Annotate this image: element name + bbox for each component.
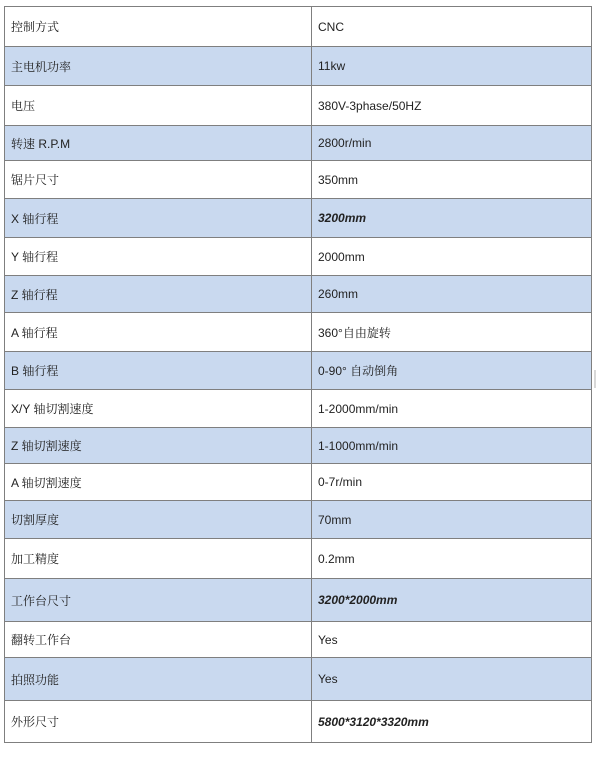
spec-value-cell: 11kw [312, 47, 592, 86]
spec-label-cell: 加工精度 [5, 539, 312, 579]
spec-value-cell: Yes [312, 658, 592, 701]
table-row [5, 622, 592, 658]
spec-value-cell: 360°自由旋转 [312, 313, 592, 352]
spec-label-cell: 工作台尺寸 [5, 579, 312, 622]
spec-value-cell: 2800r/min [312, 126, 592, 161]
table-row [5, 658, 592, 701]
spec-value-cell: 0-90° 自动倒角 [312, 352, 592, 390]
spec-label-cell: 切割厚度 [5, 501, 312, 539]
table-row [5, 539, 592, 579]
table-row [5, 464, 592, 501]
table-row [5, 7, 592, 47]
spec-label-cell: B 轴行程 [5, 352, 312, 390]
spec-value-cell: 5800*3120*3320mm [312, 701, 592, 743]
spec-label-cell: X/Y 轴切割速度 [5, 390, 312, 428]
spec-label-cell: A 轴行程 [5, 313, 312, 352]
spec-value-cell: Yes [312, 622, 592, 658]
table-row [5, 276, 592, 313]
table-row [5, 313, 592, 352]
table-row [5, 701, 592, 743]
spec-value-cell: 3200mm [312, 199, 592, 238]
spec-label-cell: 锯片尺寸 [5, 161, 312, 199]
table-row [5, 352, 592, 390]
table-row [5, 428, 592, 464]
spec-table [4, 6, 592, 743]
spec-label-cell: 转速 R.P.M [5, 126, 312, 161]
spec-value-cell: 260mm [312, 276, 592, 313]
spec-label-cell: 外形尺寸 [5, 701, 312, 743]
spec-label-cell: Z 轴切割速度 [5, 428, 312, 464]
table-row [5, 126, 592, 161]
table-row [5, 501, 592, 539]
spec-label-cell: X 轴行程 [5, 199, 312, 238]
spec-value-cell: 380V-3phase/50HZ [312, 86, 592, 126]
spec-label-cell: Z 轴行程 [5, 276, 312, 313]
spec-value-cell: CNC [312, 7, 592, 47]
spec-label-cell: 主电机功率 [5, 47, 312, 86]
spec-value-cell: 0-7r/min [312, 464, 592, 501]
spec-label-cell: 拍照功能 [5, 658, 312, 701]
spec-label-cell: 电压 [5, 86, 312, 126]
spec-value-cell: 2000mm [312, 238, 592, 276]
spec-label-cell: Y 轴行程 [5, 238, 312, 276]
spec-label-cell: 控制方式 [5, 7, 312, 47]
spec-value-cell: 350mm [312, 161, 592, 199]
spec-label-cell: 翻转工作台 [5, 622, 312, 658]
table-row [5, 86, 592, 126]
table-row [5, 579, 592, 622]
spec-table-body [5, 7, 592, 743]
table-row [5, 238, 592, 276]
spec-label-cell: A 轴切割速度 [5, 464, 312, 501]
scroll-edge-mark [594, 370, 596, 388]
table-row [5, 199, 592, 238]
spec-value-cell: 70mm [312, 501, 592, 539]
spec-value-cell: 0.2mm [312, 539, 592, 579]
table-row [5, 390, 592, 428]
spec-value-cell: 1-2000mm/min [312, 390, 592, 428]
table-row [5, 47, 592, 86]
spec-value-cell: 1-1000mm/min [312, 428, 592, 464]
spec-value-cell: 3200*2000mm [312, 579, 592, 622]
table-row [5, 161, 592, 199]
